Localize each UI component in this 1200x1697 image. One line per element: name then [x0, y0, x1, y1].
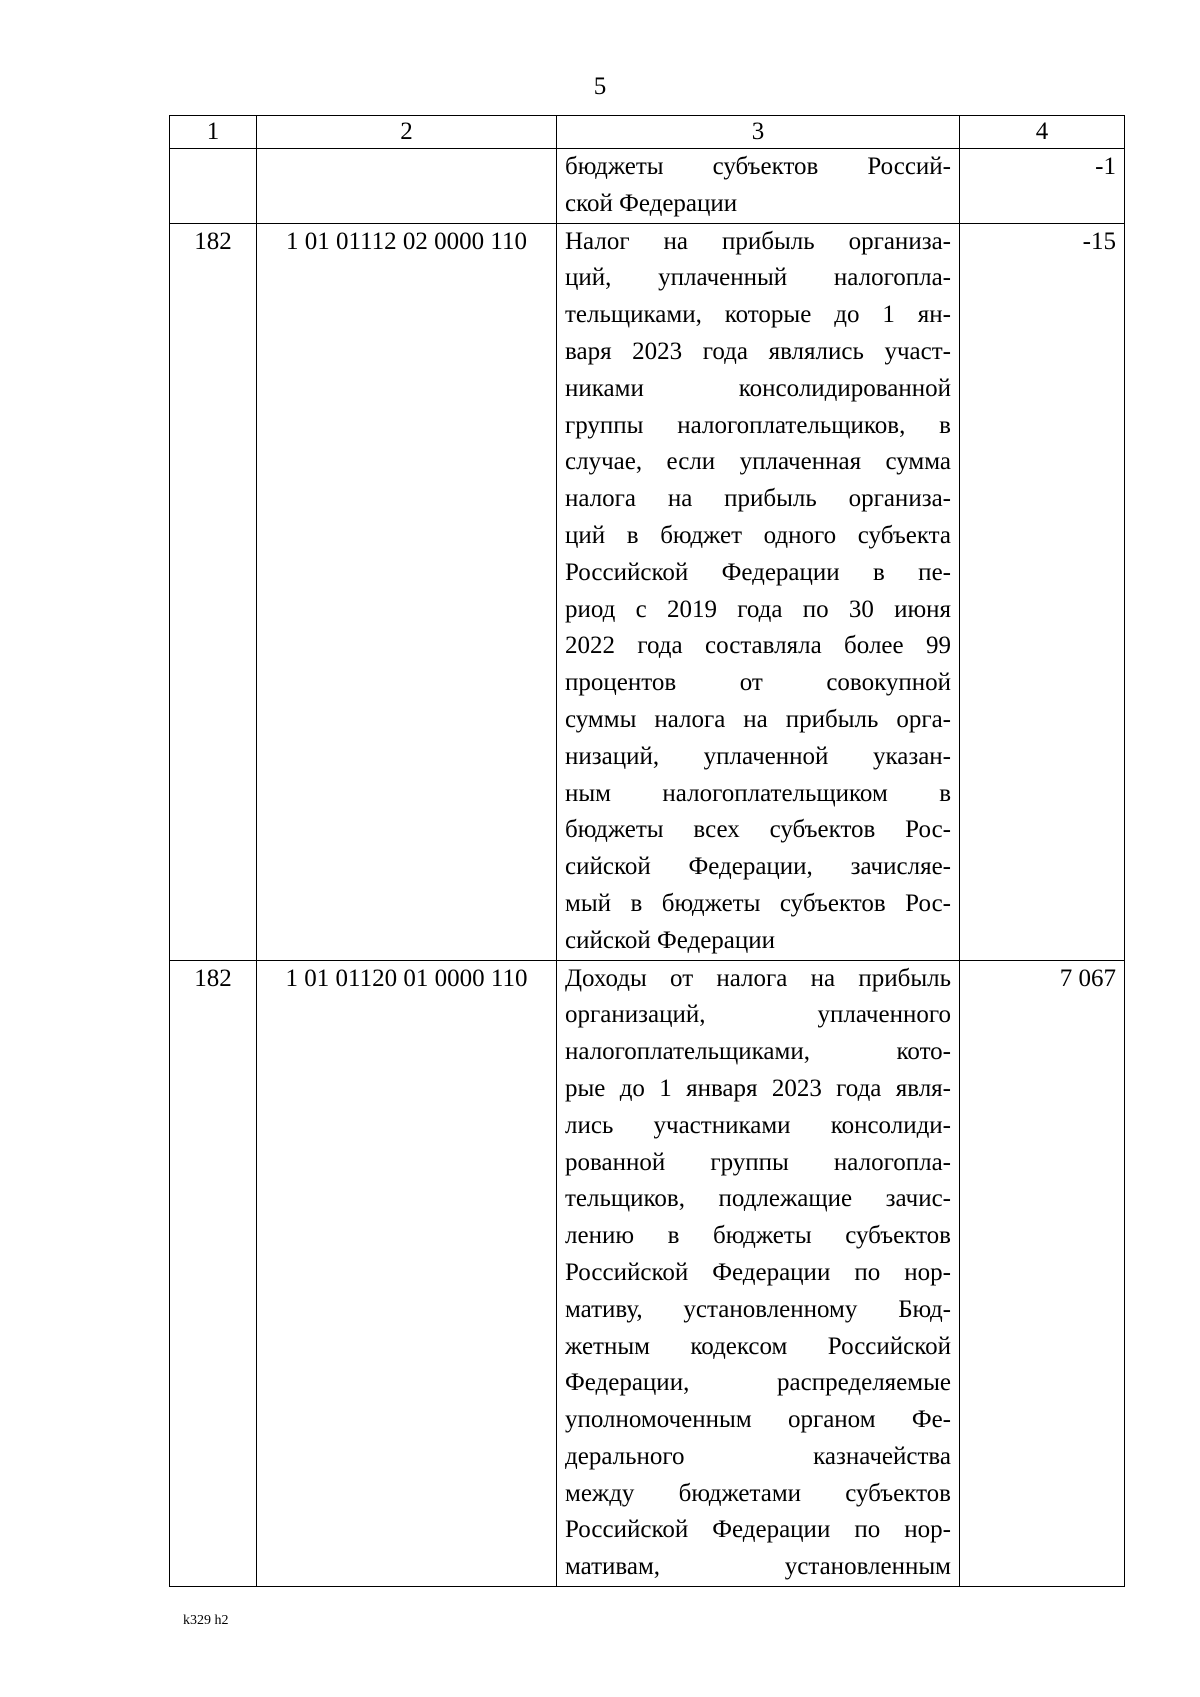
revenue-name-line: Федерации, распределяемые [565, 1369, 951, 1397]
revenue-name-line: лись участниками консолиди- [565, 1111, 951, 1139]
revenue-name-line: бюджеты всех субъектов Рос- [565, 816, 951, 844]
revenue-name-line: риод с 2019 года по 30 июня [565, 595, 951, 623]
revenue-name-line: ской Федерации [565, 189, 738, 217]
revenue-name-line: мативу, установленному Бюд- [565, 1295, 951, 1323]
revenue-name-line: уполномоченным органом Фе- [565, 1406, 951, 1434]
revenue-name-line: тельщиками, которые до 1 ян- [565, 301, 951, 329]
column-header: 3 [557, 116, 960, 149]
revenue-name-line: тельщиков, подлежащие зачис- [565, 1185, 951, 1213]
column-header: 2 [257, 116, 557, 149]
budget-classification-code-cell: 1 01 01120 01 0000 110 [257, 960, 557, 1587]
revenue-name-line: суммы налога на прибыль орга- [565, 705, 951, 733]
revenue-name-line: случае, если уплаченная сумма [565, 448, 951, 476]
budget-classification-code-cell: 1 01 01112 02 0000 110 [257, 223, 557, 960]
revenue-admin-code-cell: 182 [170, 960, 257, 1587]
amount-cell: 7 067 [960, 960, 1125, 1587]
revenue-name-line: налога на прибыль организа- [565, 485, 951, 513]
revenue-name-line: бюджеты субъектов Россий- [565, 153, 951, 180]
revenue-name-line: Российской Федерации по нор- [565, 1516, 951, 1544]
revenue-name-line: лению в бюджеты субъектов [565, 1222, 951, 1250]
revenue-name-line: жетным кодексом Российской [565, 1332, 951, 1360]
revenue-name-line: рые до 1 января 2023 года явля- [565, 1074, 951, 1102]
revenue-name-line: Российской Федерации по нор- [565, 1258, 951, 1286]
revenue-name-line: ций в бюджет одного субъекта [565, 521, 951, 549]
amount-cell: -1 [960, 149, 1125, 224]
revenue-name-cell [557, 223, 960, 960]
revenue-name-line: организаций, уплаченного [565, 1001, 951, 1029]
revenue-name-line: сийской Федерации, зачисляе- [565, 853, 951, 881]
revenue-name-line: низаций, уплаченной указан- [565, 742, 951, 770]
revenue-name-cell [557, 960, 960, 1587]
revenue-name-line: никами консолидированной [565, 374, 951, 402]
revenue-name-line: группы налогоплательщиков, в [565, 411, 951, 439]
budget-table [169, 115, 1125, 1587]
table-body [170, 149, 1125, 1587]
revenue-name-line: 2022 года составляла более 99 [565, 632, 951, 660]
revenue-name-line: Налог на прибыль организа- [565, 227, 951, 255]
revenue-name-line: Доходы от налога на прибыль [565, 964, 951, 992]
revenue-name-line: ным налогоплательщиком в [565, 779, 951, 807]
revenue-admin-code-cell: 182 [170, 223, 257, 960]
revenue-name-line: рованной группы налогопла- [565, 1148, 951, 1176]
column-header: 1 [170, 116, 257, 149]
revenue-name-line: мый в бюджеты субъектов Рос- [565, 889, 951, 917]
table-header-row [170, 116, 1125, 149]
table-row [170, 223, 1125, 960]
column-header: 4 [960, 116, 1125, 149]
revenue-name-line: Российской Федерации в пе- [565, 558, 951, 586]
table-row [170, 960, 1125, 1587]
footer-code: k329 h2 [183, 1613, 229, 1628]
table-row [170, 149, 1125, 224]
revenue-name-line: варя 2023 года являлись участ- [565, 337, 951, 365]
revenue-name-line: налогоплательщиками, кото- [565, 1038, 951, 1066]
revenue-admin-code-cell [170, 149, 257, 224]
revenue-name-line: дерального казначейства [565, 1442, 951, 1470]
page-number: 5 [593, 73, 607, 100]
revenue-name-line: мативам, установленным [565, 1553, 951, 1581]
budget-classification-code-cell [257, 149, 557, 224]
revenue-name-cell [557, 149, 960, 224]
amount-cell: -15 [960, 223, 1125, 960]
revenue-name-line: ций, уплаченный налогопла- [565, 264, 951, 292]
revenue-name-line: сийской Федерации [565, 926, 776, 954]
revenue-name-line: между бюджетами субъектов [565, 1479, 951, 1507]
revenue-name-line: процентов от совокупной [565, 669, 951, 697]
